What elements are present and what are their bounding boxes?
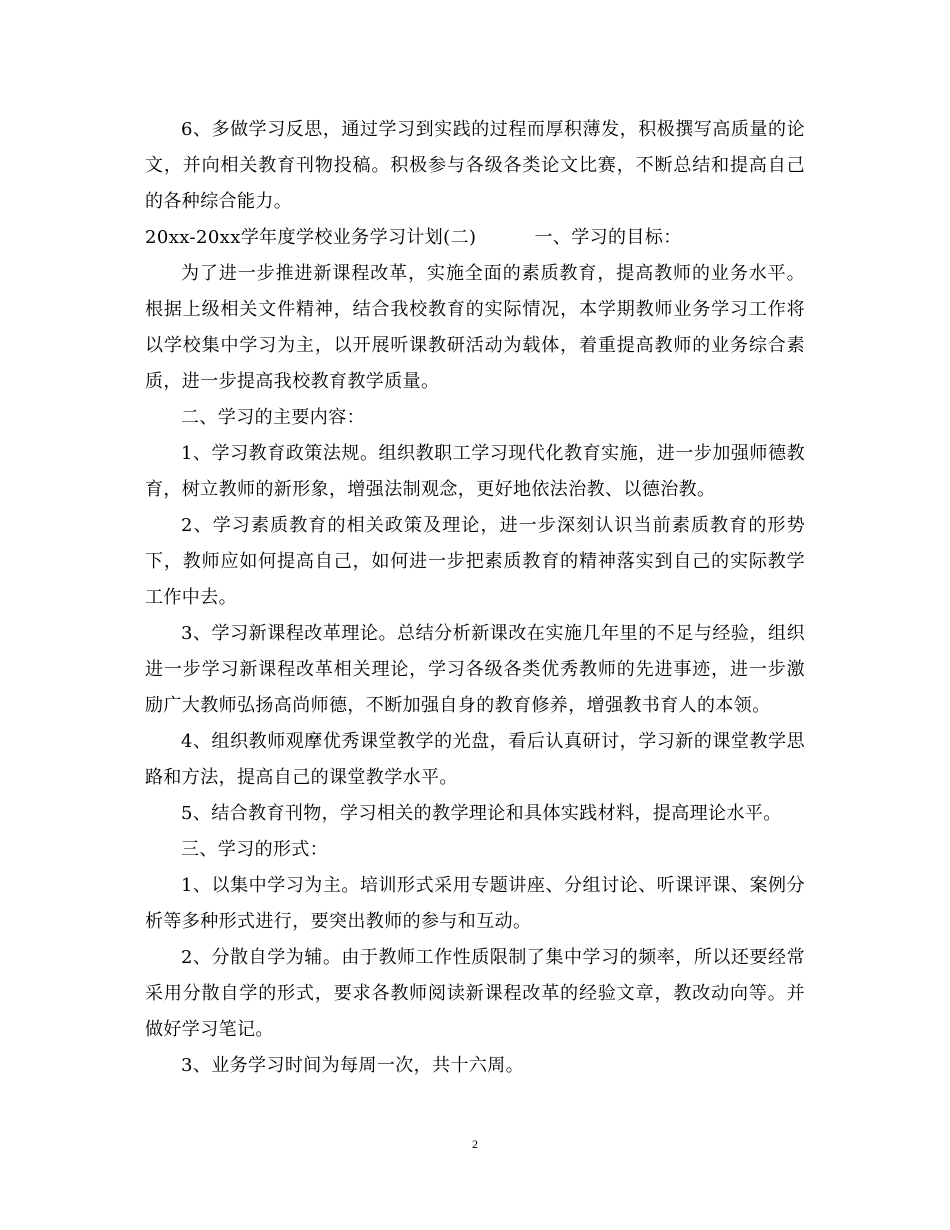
section-heading-content: 二、学习的主要内容：	[181, 407, 365, 428]
paragraph-form-2: 2、分散自学为辅。由于教师工作性质限制了集中学习的频率，所以还要经常采用分散自学的形式，要求各教师阅读新课程改革的经验文章，教改动向等。并做好学习笔记。	[145, 947, 805, 1040]
paragraph-content-5: 5、结合教育刊物，学习相关的教学理论和具体实践材料，提高理论水平。	[181, 803, 782, 824]
paragraph-content-4: 4、组织教师观摩优秀课堂教学的光盘，看后认真研讨，学习新的课堂教学思路和方法，提高自己的课堂教学水平。	[145, 731, 805, 788]
paragraph-item-6: 6、多做学习反思，通过学习到实践的过程而厚积薄发，积极撰写高质量的论文，并向相关教育刊物投稿。积极参与各级各类论文比赛，不断总结和提高自己的各种综合能力。	[145, 119, 805, 212]
document-body	[145, 112, 805, 1084]
paragraph-form-1: 1、以集中学习为主。培训形式采用专题讲座、分组讨论、听课评课、案例分析等多种形式进行，要突出教师的参与和互动。	[145, 875, 805, 932]
paragraph-content-2: 2、学习素质教育的相关政策及理论，进一步深刻认识当前素质教育的形势下，教师应如何提高自己，如何进一步把素质教育的精神落实到自己的实际教学工作中去。	[145, 515, 805, 608]
paragraph-form-3: 3、业务学习时间为每周一次，共十六周。	[181, 1055, 525, 1076]
section-heading-forms: 三、学习的形式：	[181, 839, 329, 860]
title-line	[145, 220, 805, 256]
paragraph-content-3: 3、学习新课程改革理论。总结分析新课改在实施几年里的不足与经验，组织进一步学习新课程改革相关理论，学习各级各类优秀教师的先进事迹，进一步激励广大教师弘扬高尚师德，不断加强自身的教育修养，增强教书育人的本领。	[145, 623, 805, 716]
paragraph-content-1: 1、学习教育政策法规。组织教职工学习现代化教育实施，进一步加强师德教育，树立教师的新形象，增强法制观念，更好地依法治教、以德治教。	[145, 443, 805, 500]
section-heading-goals: 一、学习的目标：	[534, 227, 682, 248]
page-number: 2	[472, 1137, 478, 1151]
document-title: 20xx-20xx学年度学校业务学习计划(二)	[145, 227, 477, 248]
paragraph-goals: 为了进一步推进新课程改革，实施全面的素质教育，提高教师的业务水平。根据上级相关文件精神，结合我校教育的实际情况，本学期教师业务学习工作将以学校集中学习为主，以开展听课教研活动为载体，着重提高教师的业务综合素质，进一步提高我校教育教学质量。	[145, 263, 805, 392]
